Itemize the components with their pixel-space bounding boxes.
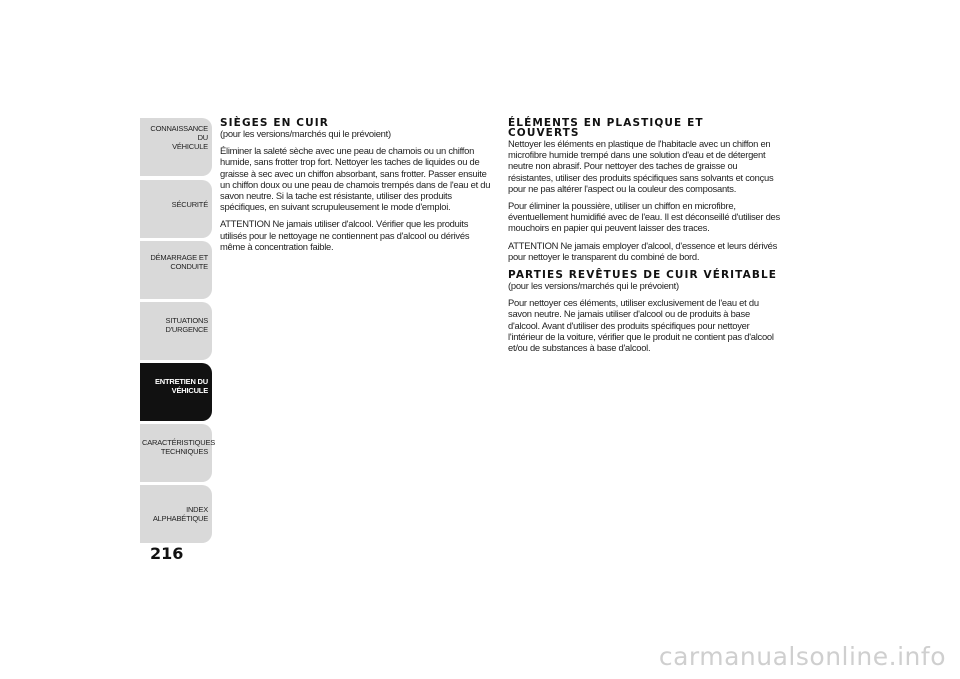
tab-label-line1: INDEX [186, 505, 208, 514]
section-sieges-en-cuir [220, 118, 492, 252]
paragraph: Pour nettoyer ces éléments, utiliser exclusivement de l'eau et du savon neutre. Ne jamais utiliser d'alcool ou de produits à base d'alcool. Avant d'utiliser des produits spécifiques pour nettoyer l'intérieur de la voiture, vérifier que le produit ne contient pas d'alcool et/ou de substances à base d'alcool. [508, 297, 774, 354]
tab-label-line2: VÉHICULE [172, 142, 208, 151]
tab-label-line1: CONNAISSANCE DU [150, 124, 208, 142]
tab-label-line2: CONDUITE [170, 262, 208, 271]
page-number: 216 [150, 544, 184, 563]
tab-label-line1: SÉCURITÉ [171, 200, 208, 209]
warning-paragraph: ATTENTION Ne jamais utiliser d'alcool. Vérifier que les produits utilisés pour le nettoyage ne contiennent pas d'alcool ou dérivés même à concentration faible. [220, 218, 470, 252]
tab-connaissance-du-vehicule[interactable] [140, 118, 212, 176]
section-heading-line2: COUVERTS [508, 127, 580, 139]
tab-label-line2: VÉHICULE [171, 386, 208, 395]
warning-paragraph: ATTENTION Ne jamais employer d'alcool, d'essence et leurs dérivés pour nettoyer le transparent du combiné de bord. [508, 239, 778, 262]
tab-label-line1: ENTRETIEN DU [154, 377, 208, 386]
tab-label-line2: D'URGENCE [165, 325, 208, 334]
tab-label-line1: CARACTÉRISTIQUES [142, 438, 216, 447]
tab-caracteristiques-techniques[interactable] [140, 424, 216, 482]
tab-label-line1: DÉMARRAGE ET [150, 253, 208, 262]
tab-entretien-du-vehicule[interactable] [140, 363, 212, 421]
tab-label-line2: TECHNIQUES [160, 447, 208, 456]
section-heading: PARTIES REVÊTUES DE CUIR VÉRITABLE [508, 269, 778, 282]
section-heading-line1: ÉLÉMENTS EN PLASTIQUE ET [508, 117, 704, 129]
section-elements-plastique [508, 118, 780, 262]
tab-demarrage-et-conduite[interactable] [140, 241, 212, 299]
paragraph: Éliminer la saleté sèche avec une peau de chamois ou un chiffon humide, sans frotter trop fort. Nettoyer les taches de liquides ou de graisse à sec avec un chiffon absorbant, sans frotter. Passer ensuite un chiffon doux ou une peau de chamois trempés dans de l'eau et du savon neutre. Si la tache est résistante, utiliser des produits spécifiques, en suivant scrupuleusement le mode d'emploi. [220, 145, 491, 213]
tab-securite[interactable] [140, 180, 212, 238]
left-column [220, 118, 492, 260]
watermark: carmanualsonline.info [658, 642, 946, 671]
section-heading: SIÈGES EN CUIR [220, 117, 329, 129]
tab-label-line2: ALPHABÉTIQUE [152, 514, 208, 523]
section-subtitle: (pour les versions/marchés qui le prévoient) [220, 128, 391, 139]
section-heading [508, 118, 780, 138]
tab-label-line1: SITUATIONS [165, 316, 208, 325]
section-subtitle: (pour les versions/marchés qui le prévoient) [508, 280, 679, 292]
tab-situations-d-urgence[interactable] [140, 302, 212, 360]
paragraph: Pour éliminer la poussière, utiliser un chiffon en microfibre, éventuellement humidifié avec de l'eau. Il est déconseillé d'utiliser des mouchoirs en papier qui peuvent laisser des traces. [508, 200, 780, 234]
paragraph: Nettoyer les éléments en plastique de l'habitacle avec un chiffon en microfibre humide trempé dans une solution d'eau et de détergent neutre non abrasif. Pour nettoyer des taches de graisse ou résistantes, utiliser des produits spécifiques sans solvants et conçus pour ne pas altérer l'aspect ou la couleur des composants. [508, 138, 774, 194]
section-parties-cuir-veritable [508, 270, 780, 353]
right-column [508, 118, 780, 361]
tab-index-alphabetique[interactable] [140, 485, 212, 543]
